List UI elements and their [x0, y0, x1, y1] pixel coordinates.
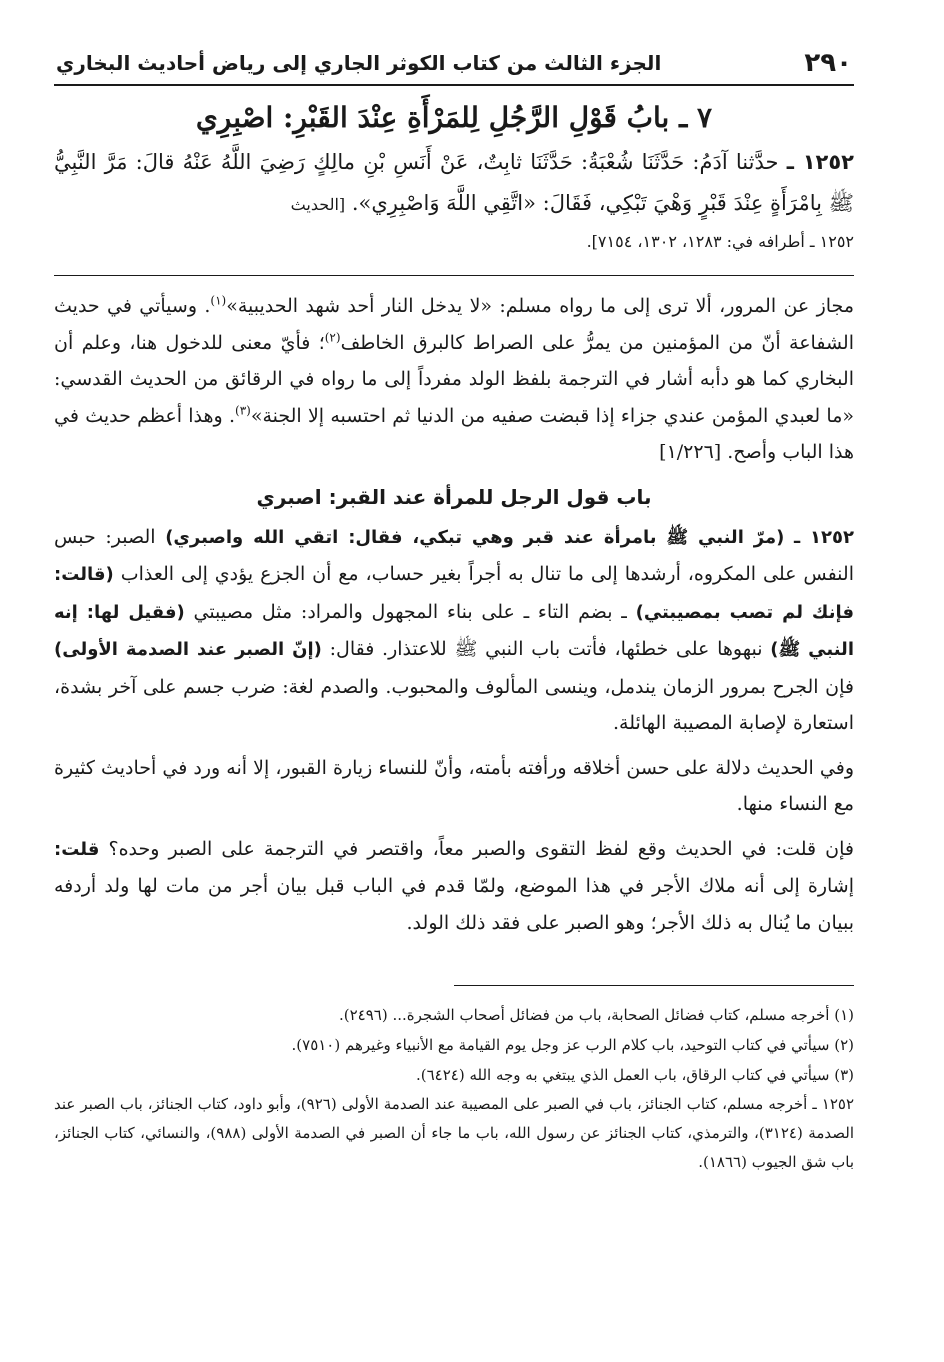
footnote: ١٢٥٢ ـ أخرجه مسلم، كتاب الجنائز، باب في الصبر على المصيبة عند الصدمة الأولى (٩٢٦)، وأبو داود، كتاب الجنائز، باب الصبر عند الصدمة (٣١٢٤)، والترمذي، كتاب الجنائز عن رسول الله، باب ما جاء أن الصبر في الصدمة الأولى (٩٨٨)، والنسائي، كتاب الجنائز، باب شق الجيوب (١٨٦٦). — [54, 1095, 855, 1171]
footnote-marker: (١) — [210, 293, 227, 308]
hadith-refs: ١٢٥٢ ـ أطرافه في: ١٢٨٣، ١٣٠٢، ٧١٥٤]. — [586, 232, 854, 251]
hadith-number: ١٢٥٢ ـ — [794, 526, 854, 548]
footnote-marker: (٣) — [235, 403, 251, 418]
commentary-text: فإن قلت: — [775, 837, 854, 860]
commentary-text: فإن الجرح بمرور الزمان يندمل، وينسى المألوف والمحبوب. والصدم لغة: ضرب جسم على آخر بشدة، استعارة لإصابة المصيبة الهائلة. — [54, 675, 854, 734]
commentary-paragraph — [54, 519, 854, 742]
quoted-matn: (قالت: فإنك لم تصب بمصيبتي) — [54, 564, 854, 623]
separator-rule — [54, 275, 854, 276]
quoted-matn: (إنّ الصبر عند الصدمة الأولى) — [54, 639, 322, 660]
commentary-text: إشارة إلى أنه ملاك الأجر في هذا الموضع، ولمّا قدم في الباب قبل بيان أجر من مات لها ولد أردفه ببيان ما يُنال به ذلك الأجر؛ وهو الصبر على فقد ذلك الولد. — [54, 875, 854, 934]
hadith-number: ١٢٥٢ ـ — [786, 150, 854, 174]
commentary-paragraph — [54, 288, 854, 471]
footnote-marker: (٢) — [324, 330, 341, 345]
hadith-ref-open: [الحديث — [290, 195, 346, 214]
commentary-paragraph: وفي الحديث دلالة على حسن أخلاقه ورأفته بأمته، وأنّ للنساء زيارة القبور، إلا أنه ورد في أحاديث كثيرة مع النساء منها. — [54, 756, 854, 815]
footnote: (١) أخرجه مسلم، كتاب فضائل الصحابة، باب من فضائل أصحاب الشجرة... (٢٤٩٦). — [339, 1006, 854, 1024]
qult-label: قلت: — [54, 838, 100, 860]
commentary-text: ـ بضم التاء ـ على بناء المجهول والمراد: مثل مصيبتي — [193, 600, 627, 623]
commentary-text: مجاز عن المرور، ألا ترى إلى ما رواه مسلم: «لا يدخل النار أحد شهد الحديبية» — [226, 295, 854, 317]
book-page — [54, 44, 854, 1177]
commentary-text: في الحديث وقع لفظ التقوى والصبر معاً، واقتصر في الترجمة على الصبر وحده؟ — [108, 837, 767, 860]
hadith-text — [54, 142, 854, 225]
commentary-text: نبهوها على خطئها، فأتت باب النبي ﷺ للاعتذار. فقال: — [329, 638, 763, 660]
commentary-text: الصبر: حبس النفس على المكروه، أرشدها إلى ما تنال به أجراً بغير حساب، مع أن الجزع يؤدي إلى العذاب — [54, 525, 854, 585]
quoted-matn: (فقيل لها: إنه النبي ﷺ) — [54, 601, 854, 660]
section-title: باب قول الرجل للمرأة عند القبر: اصبري — [256, 484, 652, 509]
footnote: (٣) سيأتي في كتاب الرقاق، باب العمل الذي يبتغي به وجه الله (٦٤٢٤). — [415, 1066, 854, 1084]
footnotes — [54, 1000, 854, 1177]
commentary-paragraph — [54, 831, 854, 942]
commentary-text: . وهذا أعظم حديث في هذا الباب وأصح. — [54, 404, 854, 463]
running-title: الجزء الثالث من كتاب الكوثر الجاري إلى رياض أحاديث البخاري — [56, 51, 662, 75]
folio-marker: [١/٢٢٦] — [659, 441, 722, 463]
running-head — [54, 44, 854, 86]
quoted-matn: (مرّ النبي ﷺ بامرأة عند قبر وهي تبكي، فقال: اتقي الله واصبري) — [165, 526, 785, 548]
commentary — [54, 288, 854, 941]
footnote: (٢) سيأتي في كتاب التوحيد، باب كلام الرب عز وجل يوم القيامة مع الأنبياء وغيرهم (٧٥١٠). — [291, 1036, 854, 1054]
chapter-heading: ٧ ـ بابُ قَوْلِ الرَّجُلِ لِلمَرْأَةِ عِنْدَ القَبْرِ: اصْبِرِي — [195, 101, 713, 134]
footnote-rule — [454, 985, 854, 986]
page-number: ٢٩٠ — [804, 48, 852, 78]
commentary-text: ؛ فأيّ معنى للدخول هنا، وعلم أن البخاري كما هو دأبه أشار في الترجمة بلفظ الولد مفرداً إلى ما رواه في الرقائق من الحديث القدسي: «ما لعبدي المؤمن عندي جزاء إذا قبضت صفيه من الدنيا ثم احتسبه إلا الجنة» — [54, 331, 854, 427]
commentary-text: . وسيأتي في حديث الشفاعة أنّ من المؤمنين من يمرُّ على الصراط كالبرق الخاطف — [54, 295, 854, 354]
hadith-body: حدَّثنا آدَمُ: حَدَّثَنَا شُعْبَةُ: حَدَّثَنَا ثابِتٌ، عَنْ أَنَسِ بْنِ مالِكٍ رَضِيَ اللَّهُ عَنْهُ قالَ: مَرَّ النَّبِيُّ ﷺ بِامْرَأَةٍ عِنْدَ قَبْرٍ وَهْيَ تَبْكِي، فَقَالَ: «اتَّقِي اللَّهَ وَاصْبِرِي». — [54, 150, 854, 215]
